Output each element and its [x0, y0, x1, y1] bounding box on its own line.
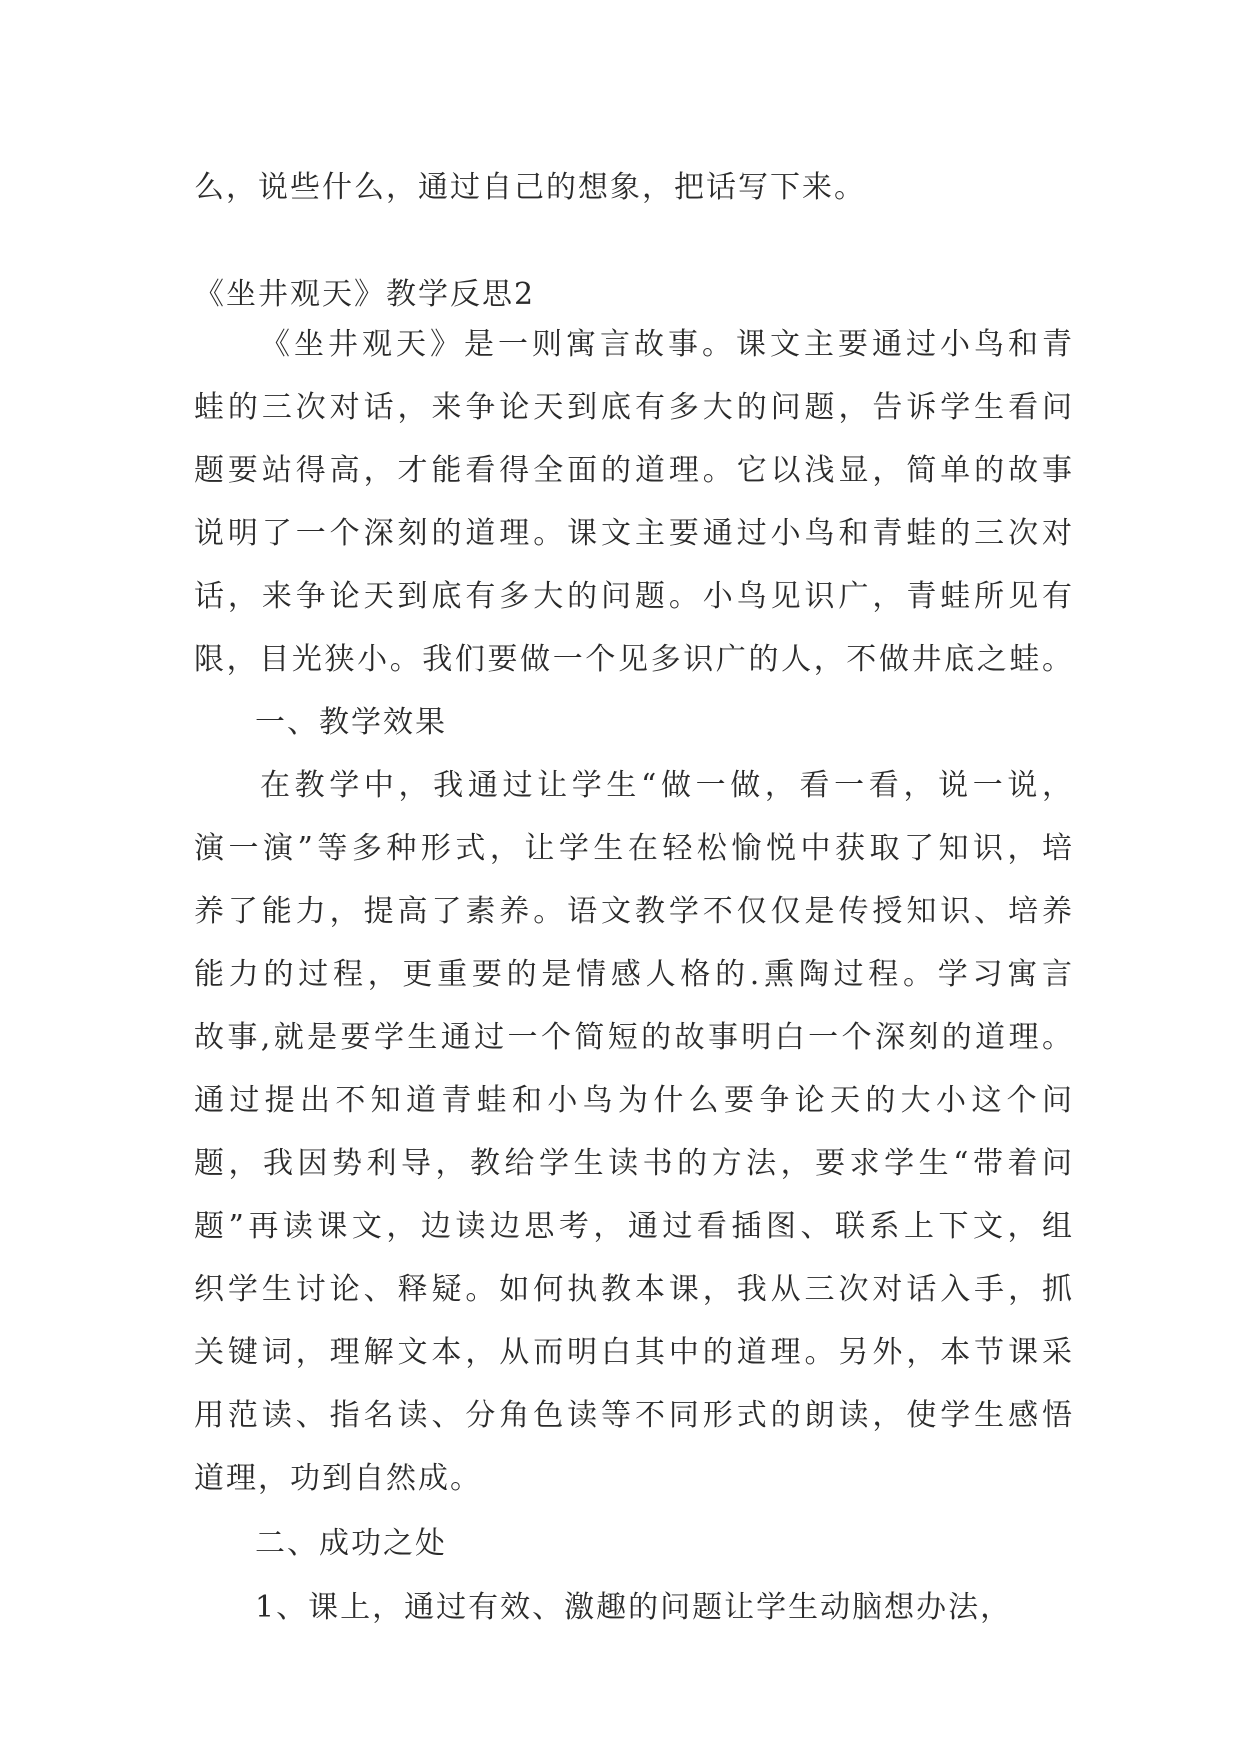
- paragraph-line: 《坐井观天》是一则寓言故事。课文主要通过小鸟和青: [260, 327, 1074, 362]
- paragraph-line: 养了能力，提高了素养。语文教学不仅仅是传授知识、培养: [194, 894, 1074, 929]
- paragraph-line: 1、课上，通过有效、激趣的问题让学生动脑想办法，: [255, 1590, 1013, 1625]
- paragraph-line: 道理，功到自然成。: [194, 1461, 482, 1496]
- subheading: 一、教学效果: [255, 705, 447, 740]
- paragraph-line: 通过提出不知道青蛙和小鸟为什么要争论天的大小这个问: [194, 1083, 1074, 1118]
- paragraph-line: 关键词，理解文本，从而明白其中的道理。另外，本节课采: [194, 1335, 1074, 1370]
- section-title: 《坐井观天》教学反思2: [194, 277, 536, 312]
- paragraph-line: 题，我因势利导，教给学生读书的方法，要求学生“带着问: [194, 1146, 1074, 1181]
- paragraph-line: 演一演”等多种形式，让学生在轻松愉悦中获取了知识，培: [194, 831, 1074, 866]
- paragraph-line: 话，来争论天到底有多大的问题。小鸟见识广，青蛙所见有: [194, 579, 1074, 614]
- paragraph-line: 说明了一个深刻的道理。课文主要通过小鸟和青蛙的三次对: [194, 516, 1074, 551]
- paragraph-line: 在教学中，我通过让学生“做一做，看一看，说一说，: [260, 768, 1074, 803]
- paragraph-line: 故事,就是要学生通过一个简短的故事明白一个深刻的道理。: [194, 1020, 1074, 1055]
- paragraph-line: 用范读、指名读、分角色读等不同形式的朗读，使学生感悟: [194, 1398, 1074, 1433]
- subheading: 二、成功之处: [255, 1526, 447, 1561]
- paragraph-line: 题要站得高，才能看得全面的道理。它以浅显，简单的故事: [194, 453, 1074, 488]
- paragraph-line: 织学生讨论、释疑。如何执教本课，我从三次对话入手，抓: [194, 1272, 1074, 1307]
- paragraph-line: 能力的过程，更重要的是情感人格的.熏陶过程。学习寓言: [194, 957, 1074, 992]
- paragraph-line: 题”再读课文，边读边思考，通过看插图、联系上下文，组: [194, 1209, 1074, 1244]
- paragraph-line: 么，说些什么，通过自己的想象，把话写下来。: [194, 170, 866, 205]
- paragraph-line: 蛙的三次对话，来争论天到底有多大的问题，告诉学生看问: [194, 390, 1074, 425]
- paragraph-line: 限，目光狭小。我们要做一个见多识广的人，不做井底之蛙。: [194, 642, 1074, 677]
